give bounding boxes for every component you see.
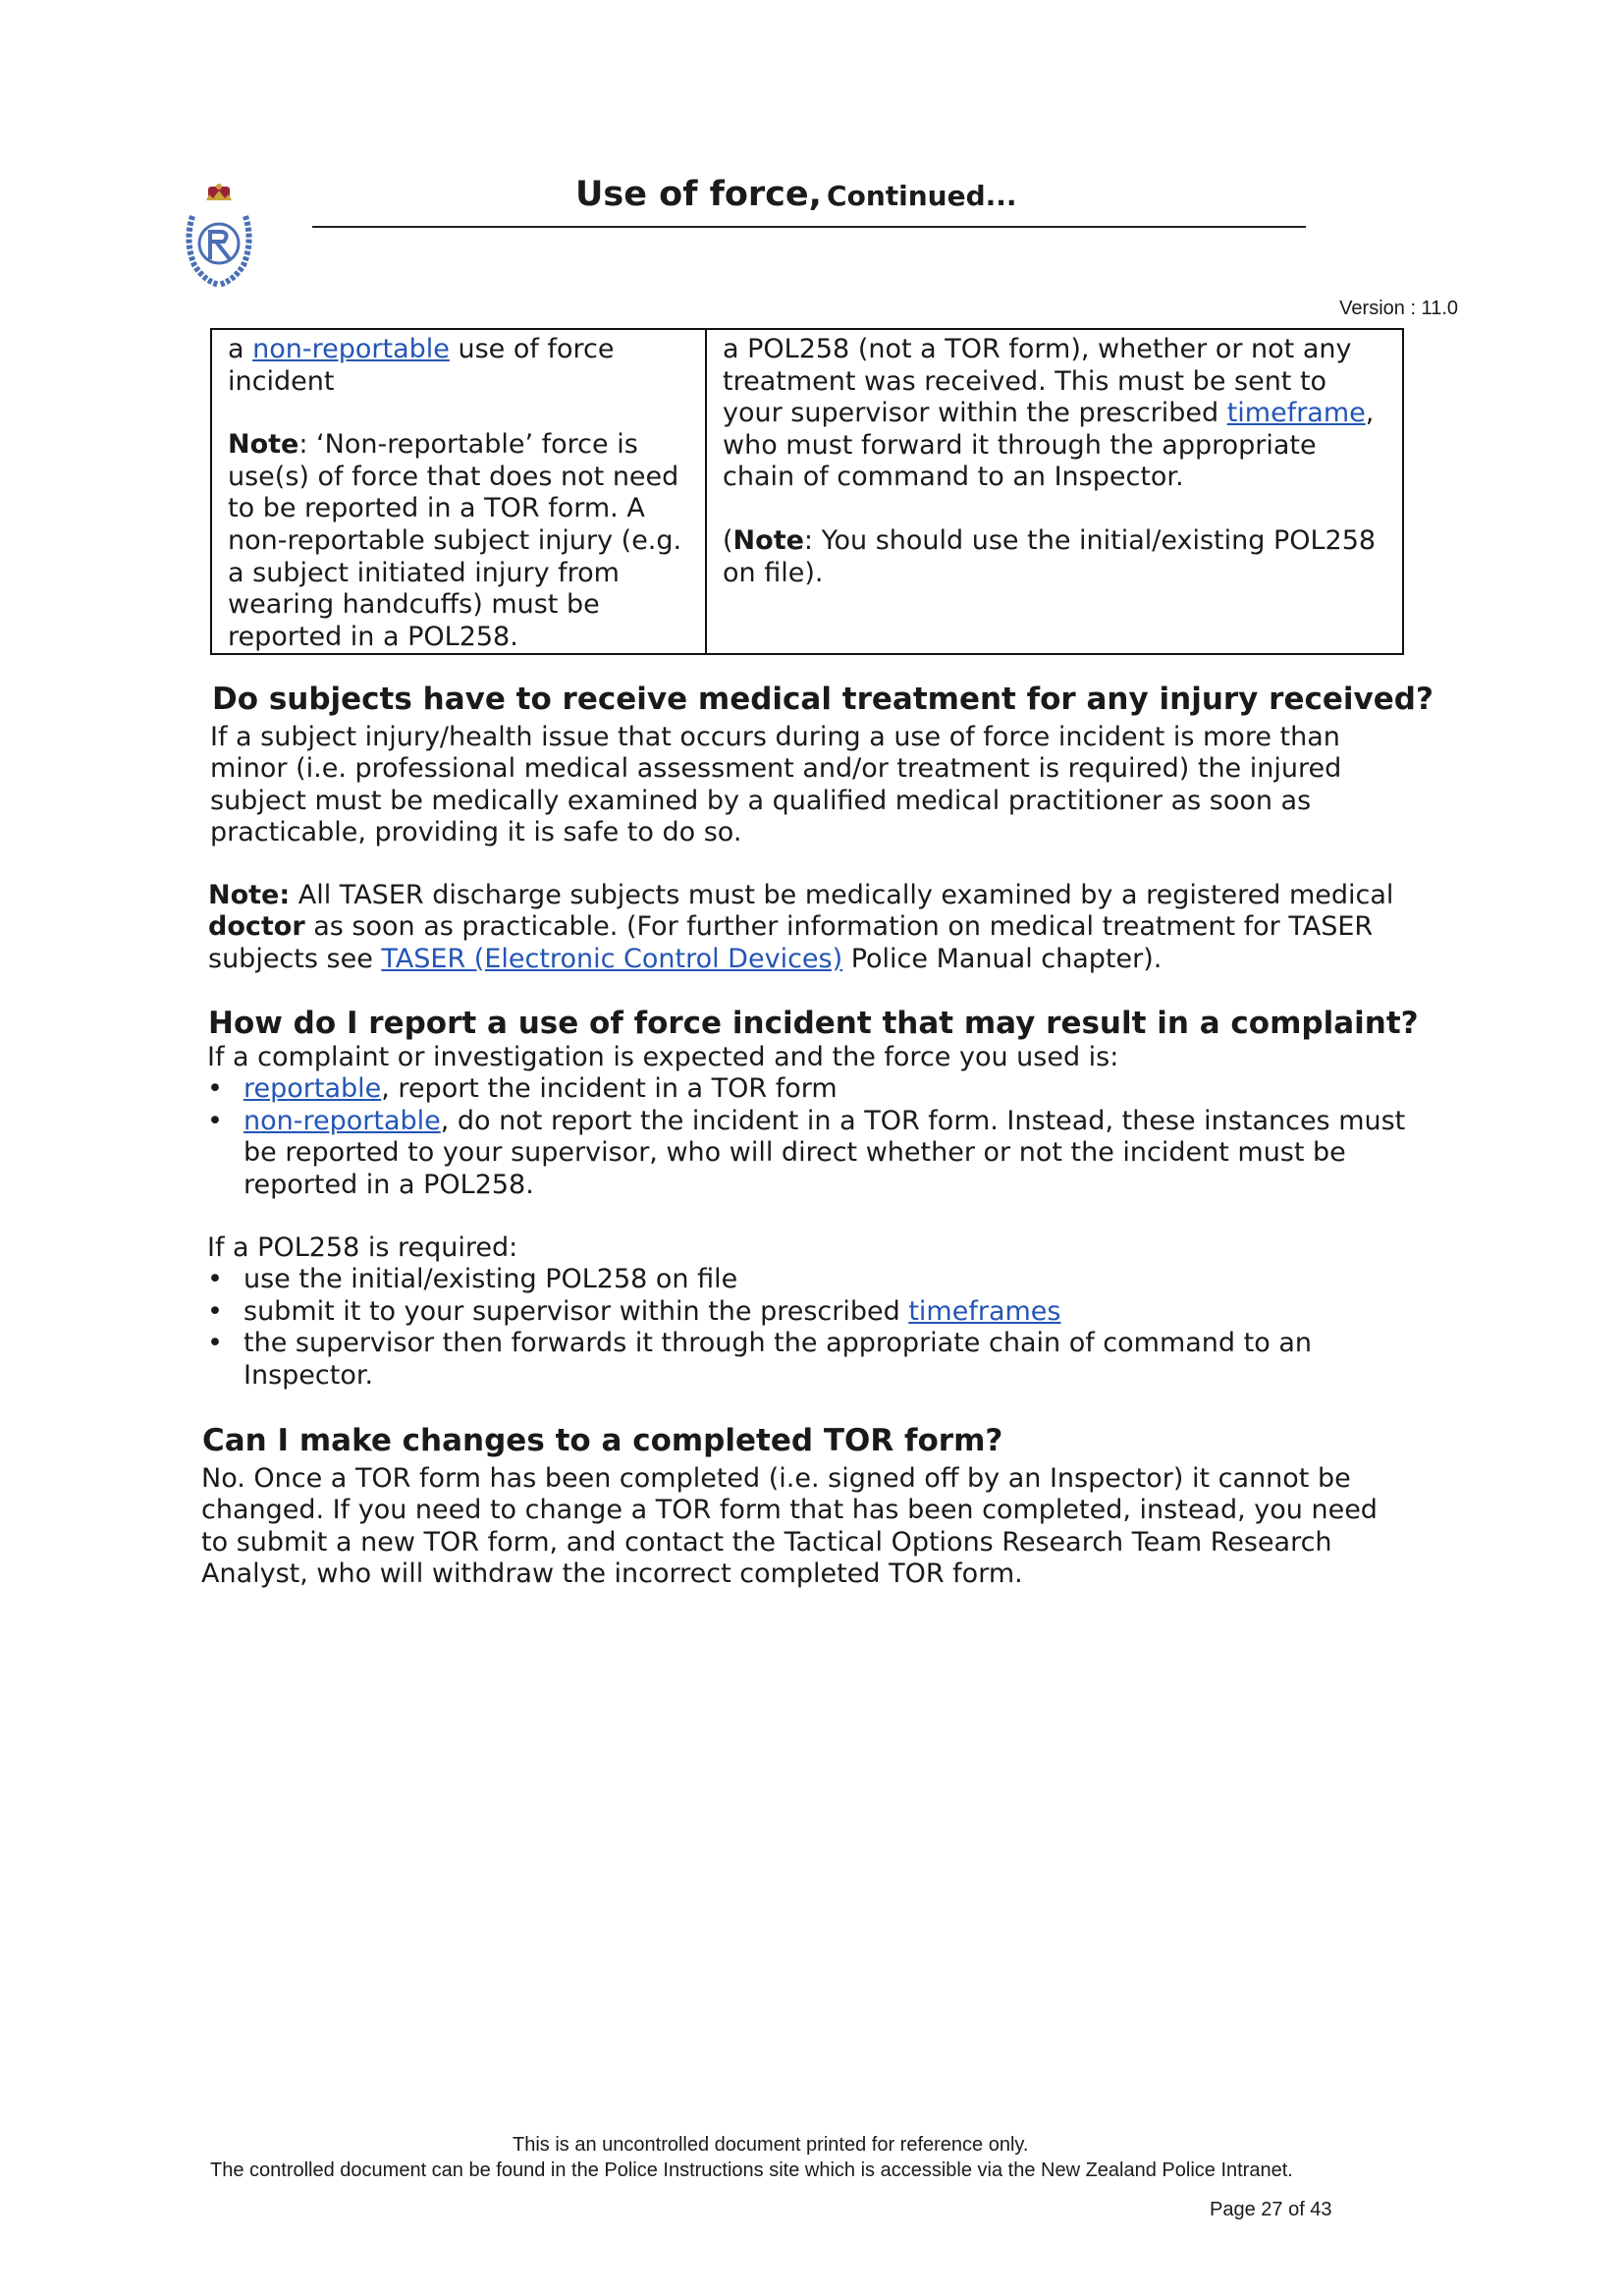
page-header-rule <box>312 175 1306 228</box>
page-number: Page 27 of 43 <box>1210 2199 1332 2220</box>
list-item: • reportable, report the incident in a TOR form <box>207 1073 1415 1105</box>
timeframe-link[interactable]: timeframe <box>1226 398 1366 429</box>
force-type-list <box>207 1073 1415 1201</box>
reporting-table <box>210 328 1404 655</box>
medical-treatment-body: If a subject injury/health issue that occurs during a use of force incident is more than minor (i.e. professional medical assessment and/or treatment is required) the injured subject must be medically examined by a qualified medical practitioner as soon as practicable, providing it is safe to do so. <box>210 722 1342 848</box>
version-label: Version : 11.0 <box>1339 298 1458 319</box>
non-reportable-link[interactable]: non-reportable <box>252 334 450 364</box>
table-cell-right: a POL258 (not a TOR form), whether or not any treatment was received. This must be sent to your supervisor within the prescribed timeframe, who must forward it through the appropriate chain of command to an Inspector. (Note: You should use the initial/existing POL258 on file). <box>706 329 1403 654</box>
changes-tor-body: No. Once a TOR form has been completed (i.e. signed off by an Inspector) it cannot be changed. If you need to change a TOR form that has been completed, instead, you need to submit a new TOR form, and contact the Tactical Options Research Team Research Analyst, who will withdraw the incorrect completed TOR form. <box>201 1463 1378 1590</box>
footer-disclaimer: This is an uncontrolled document printed for reference only. <box>513 2134 1029 2156</box>
police-crest-logo <box>177 183 261 293</box>
non-reportable-link[interactable]: non-reportable <box>243 1105 441 1136</box>
complaint-section-body: If a complaint or investigation is expected and the force you used is: • reportable, report the incident in a TOR form • non-reportable, do not report the incident in a TOR form. Instead, these instances must be reported to your supervisor, who will direct whether or not the incident must be reported in a POL258. If a POL258 is required: • use the initial/existing POL258 on file • submit it to your supervisor within the prescribed timeframes • the supervisor then forwards it through the appropriate chain of command to an Inspector. <box>207 1042 1415 1392</box>
list-item: • non-reportable, do not report the incident in a TOR form. Instead, these instances must be reported to your supervisor, who will direct whether or not the incident must be reported in a POL258. <box>207 1106 1415 1201</box>
list-item: • use the initial/existing POL258 on file <box>207 1264 1415 1295</box>
reportable-link[interactable]: reportable <box>243 1073 382 1105</box>
heading-changes-tor: Can I make changes to a completed TOR form? <box>202 1423 1003 1458</box>
table-row <box>211 329 1403 654</box>
taser-chapter-link[interactable]: TASER (Electronic Control Devices) <box>381 943 843 974</box>
heading-report-complaint: How do I report a use of force incident that may result in a complaint? <box>208 1006 1419 1041</box>
heading-medical-treatment: Do subjects have to receive medical treatment for any injury received? <box>212 682 1434 717</box>
crest-icon <box>177 183 261 293</box>
footer-controlled-doc: The controlled document can be found in the Police Instructions site which is accessible via the New Zealand Police Intranet. <box>210 2159 1293 2181</box>
taser-note: Note: All TASER discharge subjects must be medically examined by a registered medical doctor as soon as practicable. (For further information on medical treatment for TASER subjects see TASER (Electronic Control Devices) Police Manual chapter). <box>208 880 1394 974</box>
list-item: • submit it to your supervisor within the prescribed timeframes <box>207 1296 1415 1328</box>
page-title: Use of force, Continued... <box>575 175 1017 214</box>
timeframes-link[interactable]: timeframes <box>908 1295 1061 1327</box>
list-item: • the supervisor then forwards it through the appropriate chain of command to an Inspector. <box>207 1328 1415 1392</box>
pol258-steps-list <box>207 1264 1415 1392</box>
table-cell-left: a non-reportable use of force incident Note: ‘Non-reportable’ force is use(s) of force that does not need to be reported in a TOR form. A non-reportable subject injury (e.g. a subject initiated injury from wearing handcuffs) must be reported in a POL258. <box>211 329 706 654</box>
